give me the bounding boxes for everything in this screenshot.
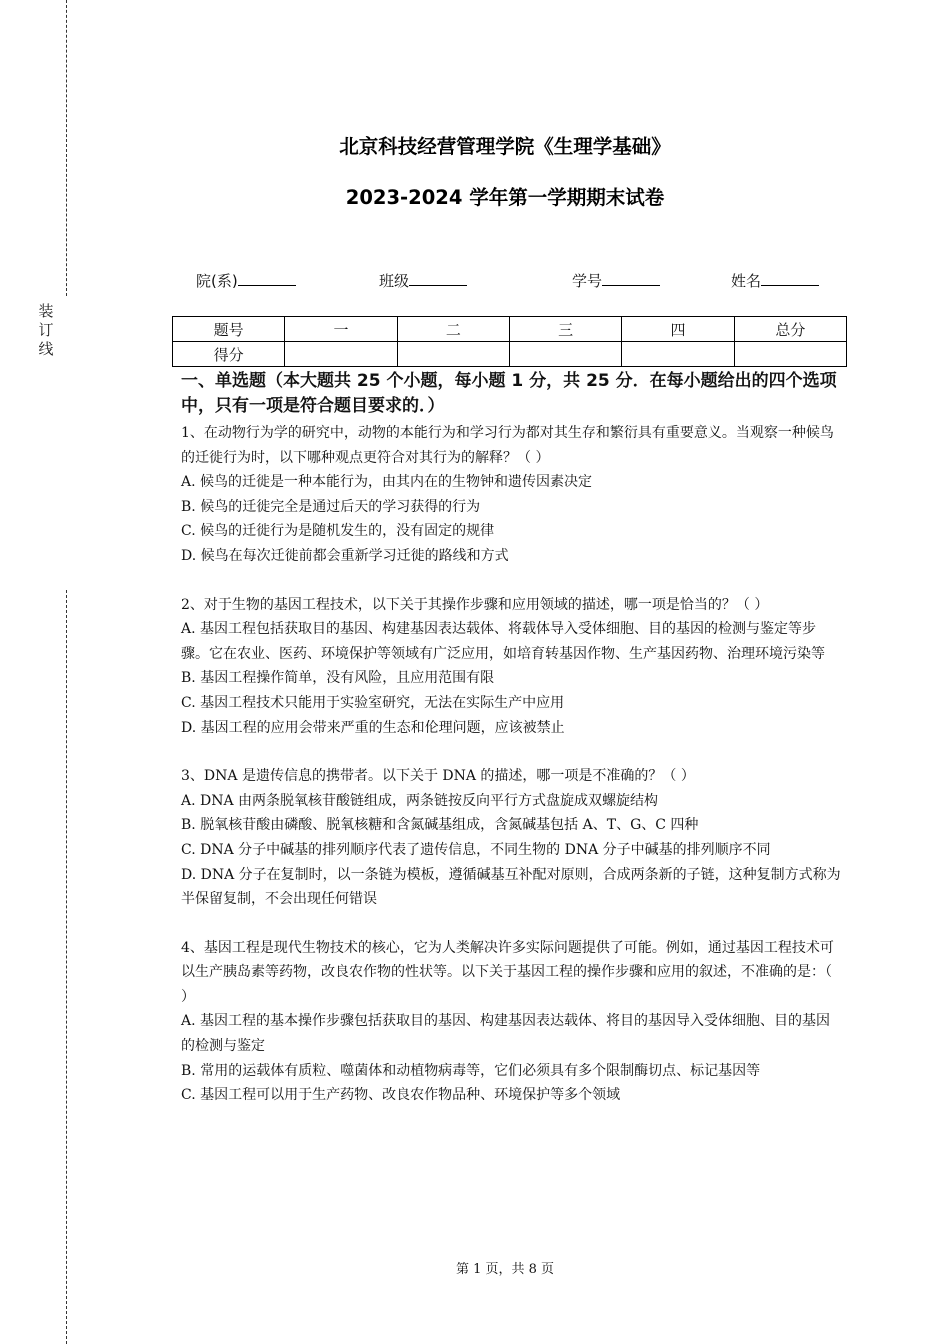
score-table-score-row [173,342,847,367]
score-input-cell[interactable] [509,342,621,367]
section-heading: 一、单选题（本大题共 25 个小题，每小题 1 分，共 25 分．在每小题给出的四个选项中，只有一项是符合题目要求的．） [181,371,837,416]
name-blank[interactable] [761,270,819,286]
question-stem: 3、DNA 是遗传信息的携带者。以下关于 DNA 的描述，哪一项是不准确的？（ ） [181,768,695,785]
option-d: D. DNA 分子在复制时，以一条链为模板，遵循碱基互补配对原则，合成两条新的子链，这种复制方式称为半保留复制，不会出现任何错误 [181,866,841,908]
class-label: 班级 [379,272,410,290]
score-table-cell: 四 [622,317,734,342]
student-info-row [196,270,836,292]
score-input-cell[interactable] [734,342,846,367]
binding-dashed-line-bottom [66,590,67,1344]
department-blank[interactable] [238,270,296,286]
score-table-header-row [173,317,847,342]
department-field[interactable] [196,270,296,291]
score-table-cell: 总分 [734,317,846,342]
option-b: B. 基因工程操作简单，没有风险，且应用范围有限 [181,670,495,687]
question-stem: 1、在动物行为学的研究中，动物的本能行为和学习行为都对其生存和繁衍具有重要意义。当观察一种候鸟的迁徙行为时，以下哪种观点更符合对其行为的解释？（ ） [181,425,834,466]
exam-title-line2: 2023-2024 学年第一学期期末试卷 [345,186,665,209]
question-stem: 2、对于生物的基因工程技术，以下关于其操作步骤和应用领域的描述，哪一项是恰当的？（ ） [181,596,769,613]
option-b: B. 常用的运载体有质粒、噬菌体和动植物病毒等，它们必须具有多个限制酶切点、标记基因等 [181,1062,761,1079]
score-input-cell[interactable] [285,342,397,367]
option-b: B. 脱氧核苷酸由磷酸、脱氧核糖和含氮碱基组成，含氮碱基包括 A、T、G、C 四种 [181,817,699,834]
score-table-cell: 二 [397,317,509,342]
option-a: A. 基因工程包括获取目的基因、构建基因表达载体、将载体导入受体细胞、目的基因的检测与鉴定等步骤。它在农业、医药、环境保护等领域有广泛应用，如培育转基因作物、生产基因药物、治理环境污染等 [181,621,825,662]
option-a: A. 基因工程的基本操作步骤包括获取目的基因、构建基因表达载体、将目的基因导入受体细胞、目的基因的检测与鉴定 [181,1013,831,1055]
score-input-cell[interactable] [622,342,734,367]
exam-content [181,369,841,1108]
option-a: A. 候鸟的迁徙是一种本能行为，由其内在的生物钟和遗传因素决定 [181,474,593,491]
score-row-label: 得分 [173,342,285,367]
student-id-blank[interactable] [602,270,660,286]
class-blank[interactable] [409,270,467,286]
question-2 [181,593,841,741]
student-id-field[interactable] [572,270,660,291]
name-label: 姓名 [731,272,762,290]
score-input-cell[interactable] [397,342,509,367]
option-b: B. 候鸟的迁徙完全是通过后天的学习获得的行为 [181,498,481,515]
score-table-cell: 三 [509,317,621,342]
option-d: D. 候鸟在每次迁徙前都会重新学习迁徙的路线和方式 [181,547,509,564]
option-d: D. 基因工程的应用会带来严重的生态和伦理问题，应该被禁止 [181,719,565,736]
option-c: C. DNA 分子中碱基的排列顺序代表了遗传信息，不同生物的 DNA 分子中碱基的排列顺序不同 [181,841,771,858]
score-table [172,316,847,367]
student-id-label: 学号 [572,272,603,290]
class-field[interactable] [379,270,467,291]
question-stem: 4、基因工程是现代生物技术的核心，它为人类解决许多实际问题提供了可能。例如，通过基因工程技术可以生产胰岛素等药物，改良农作物的性状等。以下关于基因工程的操作步骤和应用的叙述，不准确的是：（ ） [181,939,834,1005]
option-c: C. 候鸟的迁徙行为是随机发生的，没有固定的规律 [181,523,495,540]
option-c: C. 基因工程技术只能用于实验室研究，无法在实际生产中应用 [181,694,565,711]
option-c: C. 基因工程可以用于生产药物、改良农作物品种、环境保护等多个领域 [181,1087,621,1104]
department-label: 院(系) [196,272,238,290]
score-table-cell: 一 [285,317,397,342]
question-4 [181,936,841,1108]
exam-title-line1: 北京科技经营管理学院《生理学基础》 [339,135,671,158]
binding-label: 装 订 线 [38,302,54,358]
question-3 [181,764,841,912]
name-field[interactable] [731,270,819,291]
page-number: 第 1 页，共 8 页 [455,1262,555,1277]
question-1 [181,421,841,569]
option-a: A. DNA 由两条脱氧核苷酸链组成，两条链按反向平行方式盘旋成双螺旋结构 [181,792,659,809]
score-table-cell: 题号 [173,317,285,342]
